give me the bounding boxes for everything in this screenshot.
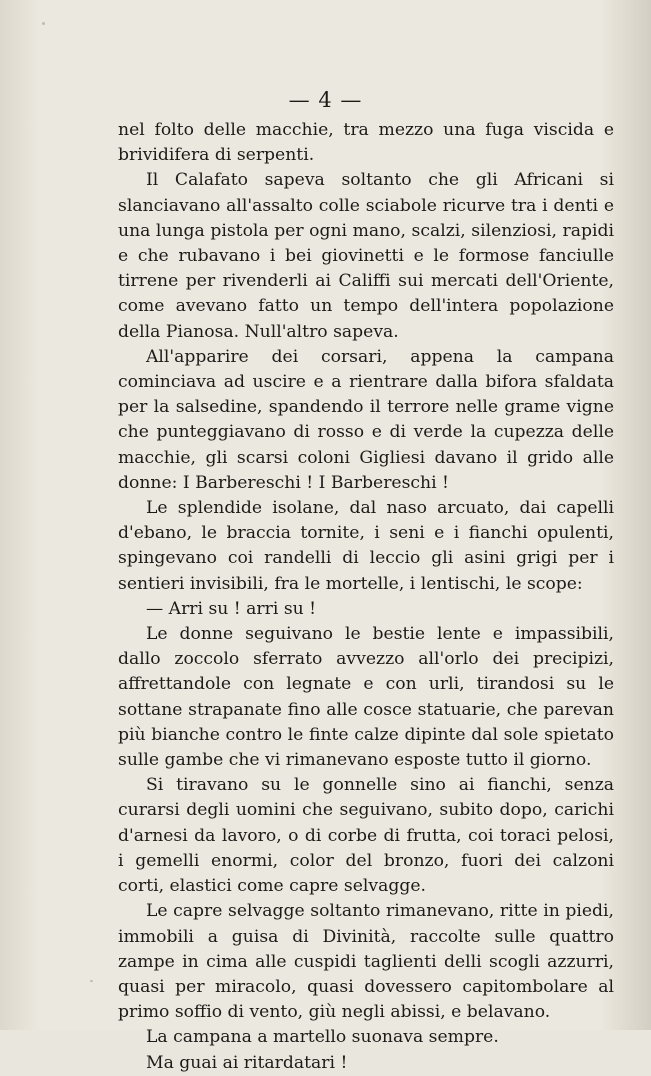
paragraph-4: Le splendide isolane, dal naso arcuato, dai capelli d'ebano, le braccia tornite, i seni e i fianchi opulenti, spingevano coi randelli di leccio gli asini grigi per i sentieri invisibili, fra le mortelle, i lentischi, le scope:	[118, 498, 614, 594]
paragraph-3: All'apparire dei corsari, appena la campana cominciava ad uscire e a rientrare dalla bifora sfaldata per la salsedine, spandendo il terrore nelle grame vigne che punteggiavano di rosso e di verde la cupezza delle macchie, gli scarsi coloni Gigliesi davano il grido alle donne: I Barbereschi ! I Barbereschi !	[118, 346, 614, 493]
paper-speck	[42, 22, 45, 25]
paragraph-6: Le donne seguivano le bestie lente e impassibili, dallo zoccolo sferrato avvezzo all'orlo dei precipizi, affrettandole con legnate e con urli, tirandosi su le sottane strapanate fino alle cosce statuarie, che parevan più bianche contro le finte calze dipinte dal sole spietato sulle gambe che vi rimanevano esposte tutto il giorno.	[118, 624, 614, 771]
paragraph-7: Si tiravano su le gonnelle sino ai fianchi, senza curarsi degli uomini che seguivano, subito dopo, carichi d'arnesi da lavoro, o di corbe di frutta, coi toraci pelosi, i gemelli enormi, color del bronzo, fuori dei calzoni corti, elastici come capre selvagge.	[118, 775, 614, 897]
paragraph-2: Il Calafato sapeva soltanto che gli Africani si slanciavano all'assalto colle sciabole ricurve tra i denti e una lunga pistola per ogni mano, scalzi, silenziosi, rapidi e che rubavano i bei giovinetti e le formose fanciulle tirrene per rivenderli ai Califfi sui mercati dell'Oriente, come avevano fatto un tempo dell'intera popolazione della Pianosa. Null'altro sapeva.	[118, 170, 614, 342]
paper-speck	[560, 310, 562, 312]
paragraph-5-dialogue: — Arri su ! arri su !	[146, 598, 317, 619]
paragraph-10: Ma guai ai ritardatari !	[146, 1052, 348, 1073]
paper-speck	[90, 980, 93, 982]
page-number: — 4 —	[288, 88, 363, 112]
paragraph-1: nel folto delle macchie, tra mezzo una fuga viscida e brividifera di serpenti.	[118, 120, 614, 166]
paragraph-9: La campana a martello suonava sempre.	[146, 1027, 499, 1048]
body-text	[118, 118, 614, 1076]
paragraph-8: Le capre selvagge soltanto rimanevano, ritte in piedi, immobili a guisa di Divinità, raccolte sulle quattro zampe in cima alle cuspidi taglienti delli scogli azzurri, quasi per miracolo, quasi dovessero capitombolare al primo soffio di vento, giù negli abissi, e belavano.	[118, 901, 614, 1023]
